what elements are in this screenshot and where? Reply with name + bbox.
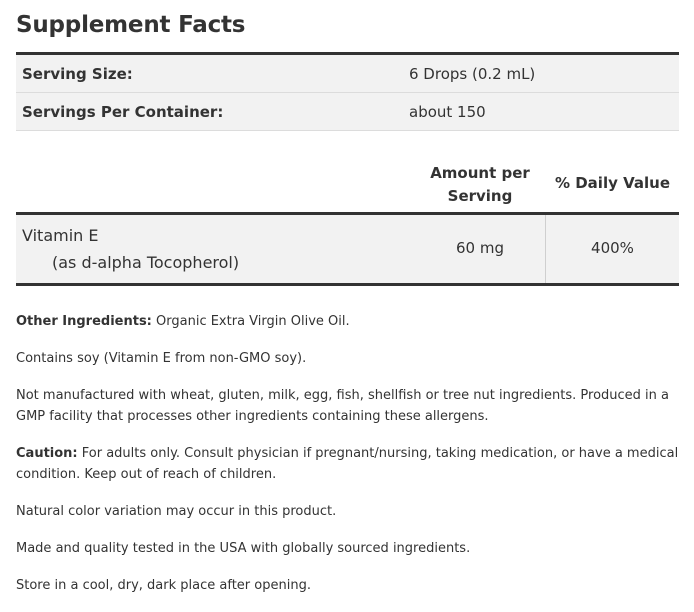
daily-value-header: % Daily Value xyxy=(554,174,670,192)
servings-per-container-row xyxy=(16,93,679,131)
made-in-usa-note: Made and quality tested in the USA with globally sourced ingredients. xyxy=(16,541,471,556)
serving-size-row xyxy=(16,55,679,93)
color-variation-note: Natural color variation may occur in this product. xyxy=(16,504,337,519)
servings-per-container-label: Servings Per Container: xyxy=(22,103,224,121)
nutrient-daily-value: 400% xyxy=(591,239,634,257)
nutrient-source: (as d-alpha Tocopherol) xyxy=(52,253,240,272)
amount-header-line1: Amount per xyxy=(430,164,530,182)
amount-per-serving-header xyxy=(401,162,559,208)
amount-header-line2: Serving xyxy=(447,187,513,205)
caution-text: For adults only. Consult physician if pregnant/nursing, taking medication, or have a medical condition. Keep out of reach of children. xyxy=(16,446,679,482)
serving-size-value: 6 Drops (0.2 mL) xyxy=(409,65,536,83)
nutrient-table xyxy=(16,158,679,286)
soy-note: Contains soy (Vitamin E from non-GMO soy). xyxy=(16,351,307,366)
allergen-note: Not manufactured with wheat, gluten, milk, egg, fish, shellfish or tree nut ingredients. Produced in a GMP facility that processes other ingredients containing these allergens. xyxy=(16,388,669,424)
storage-note: Store in a cool, dry, dark place after opening. xyxy=(16,578,311,593)
caution-label: Caution: xyxy=(16,446,78,461)
other-ingredients-label: Other Ingredients: xyxy=(16,314,152,329)
nutrient-name: Vitamin E xyxy=(22,226,99,245)
nutrient-amount: 60 mg xyxy=(456,239,504,257)
servings-per-container-value: about 150 xyxy=(409,103,486,121)
serving-size-label: Serving Size: xyxy=(22,65,133,83)
other-ingredients-text: Organic Extra Virgin Olive Oil. xyxy=(151,314,350,329)
serving-info-table xyxy=(16,52,679,131)
page-title: Supplement Facts xyxy=(16,12,246,38)
caution-note xyxy=(16,443,679,485)
nutrient-row xyxy=(16,215,679,286)
nutrient-table-header xyxy=(16,158,679,215)
other-ingredients-note xyxy=(16,311,679,332)
product-notes xyxy=(16,311,679,612)
